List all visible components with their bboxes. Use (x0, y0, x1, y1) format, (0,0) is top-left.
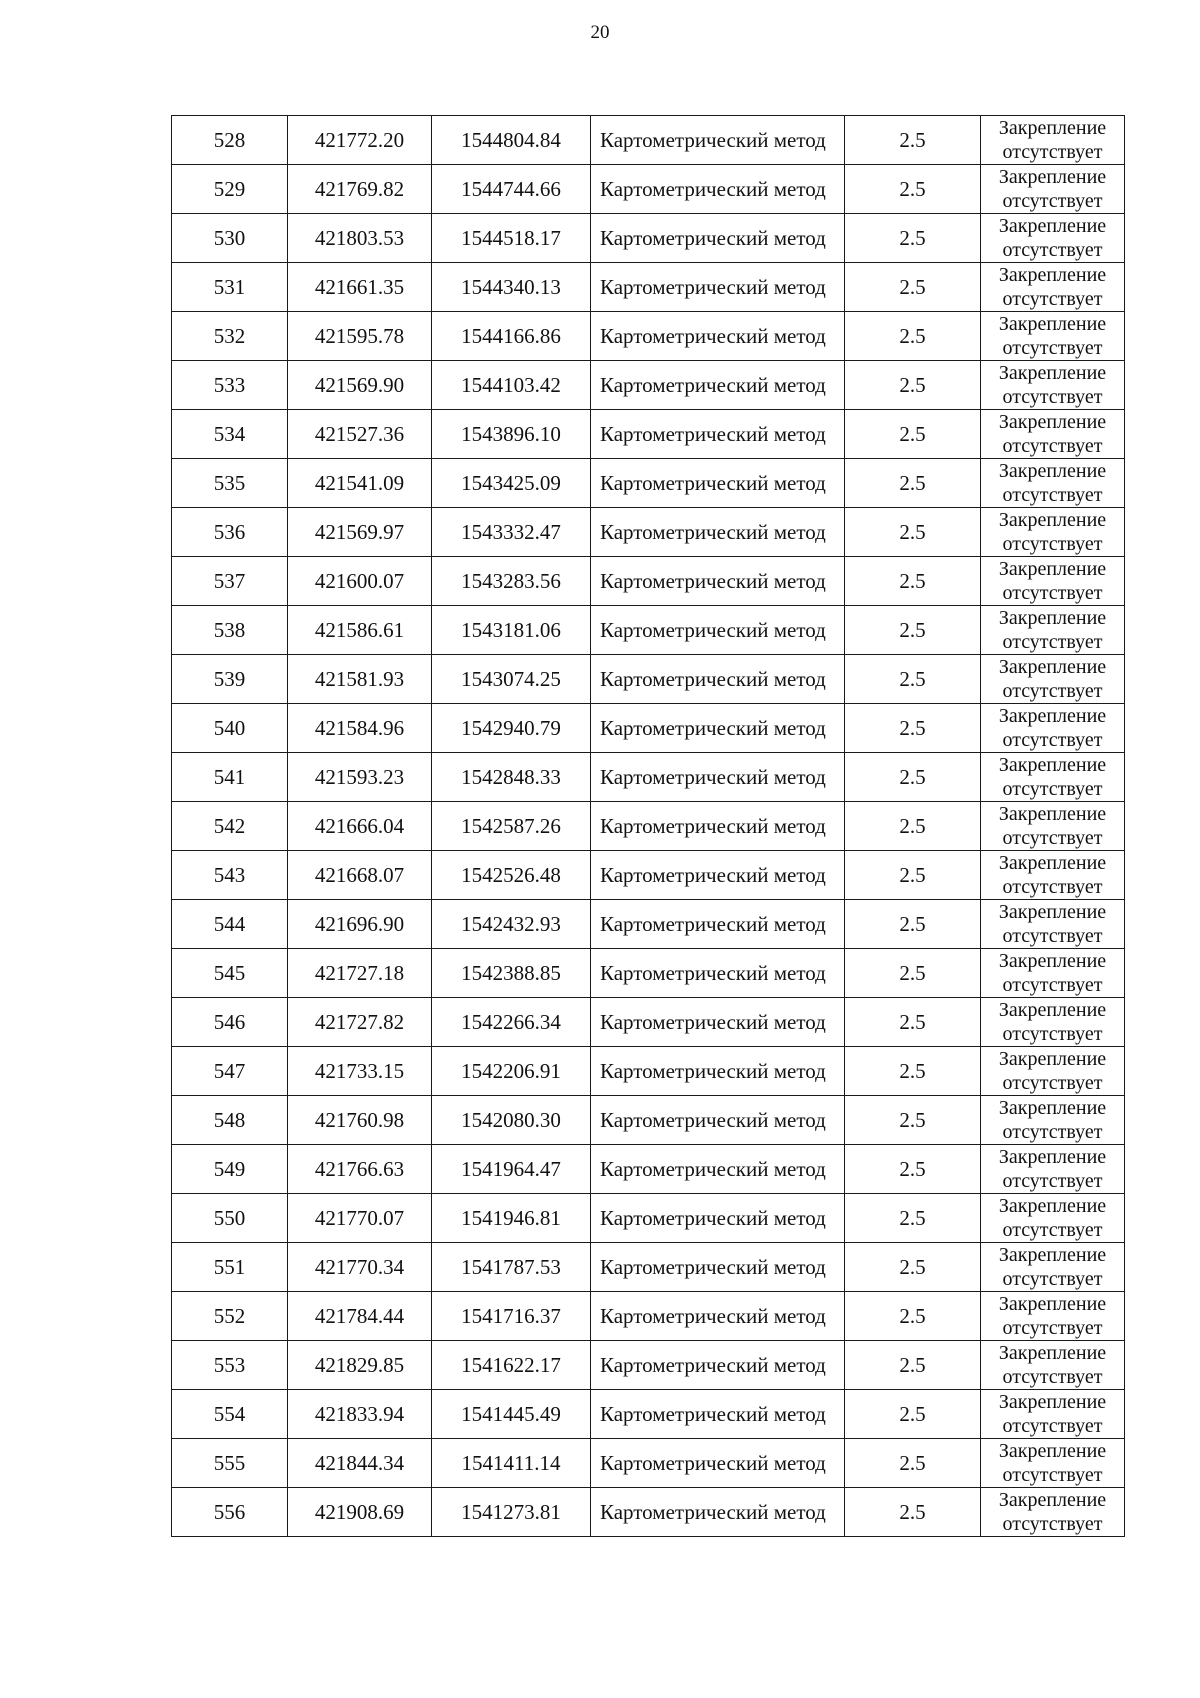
point-number-cell: 552 (172, 1292, 288, 1341)
fixing-line-1: Закрепление (998, 950, 1107, 972)
fixing-cell (981, 459, 1125, 508)
accuracy-cell: 2.5 (845, 1145, 981, 1194)
accuracy-cell: 2.5 (845, 1194, 981, 1243)
fixing-cell (981, 1341, 1125, 1390)
fixing-line-2: отсутствует (1002, 1317, 1103, 1339)
method-cell: Картометрический метод (591, 1243, 845, 1292)
fixing-line-1: Закрепление (998, 754, 1107, 776)
accuracy-cell: 2.5 (845, 361, 981, 410)
accuracy-cell: 2.5 (845, 655, 981, 704)
fixing-cell (981, 1047, 1125, 1096)
coordinate-y-cell: 1543425.09 (432, 459, 591, 508)
fixing-line-2: отсутствует (1002, 484, 1103, 506)
fixing-line-2: отсутствует (1002, 141, 1103, 163)
fixing-cell (981, 1096, 1125, 1145)
method-cell: Картометрический метод (591, 998, 845, 1047)
coordinate-x-cell: 421668.07 (288, 851, 432, 900)
point-number-cell: 551 (172, 1243, 288, 1292)
coordinate-y-cell: 1541411.14 (432, 1439, 591, 1488)
fixing-cell (981, 655, 1125, 704)
fixing-line-1: Закрепление (998, 215, 1107, 237)
coordinate-x-cell: 421733.15 (288, 1047, 432, 1096)
coordinate-x-cell: 421586.61 (288, 606, 432, 655)
table-row (172, 900, 1125, 949)
method-cell: Картометрический метод (591, 410, 845, 459)
coordinate-y-cell: 1543332.47 (432, 508, 591, 557)
fixing-line-1: Закрепление (998, 705, 1107, 727)
fixing-line-1: Закрепление (998, 411, 1107, 433)
fixing-line-2: отсутствует (1002, 1366, 1103, 1388)
fixing-line-2: отсутствует (1002, 1121, 1103, 1143)
coordinate-x-cell: 421581.93 (288, 655, 432, 704)
fixing-line-2: отсутствует (1002, 974, 1103, 996)
method-cell: Картометрический метод (591, 508, 845, 557)
coordinate-y-cell: 1542587.26 (432, 802, 591, 851)
point-number-cell: 548 (172, 1096, 288, 1145)
coordinate-x-cell: 421760.98 (288, 1096, 432, 1145)
coordinate-y-cell: 1542080.30 (432, 1096, 591, 1145)
fixing-line-1: Закрепление (998, 460, 1107, 482)
fixing-line-2: отсутствует (1002, 876, 1103, 898)
fixing-cell (981, 1145, 1125, 1194)
coordinate-x-cell: 421829.85 (288, 1341, 432, 1390)
fixing-line-2: отсутствует (1002, 386, 1103, 408)
accuracy-cell: 2.5 (845, 312, 981, 361)
point-number-cell: 536 (172, 508, 288, 557)
fixing-line-1: Закрепление (998, 166, 1107, 188)
coordinate-x-cell: 421727.82 (288, 998, 432, 1047)
fixing-line-2: отсутствует (1002, 190, 1103, 212)
coordinate-x-cell: 421833.94 (288, 1390, 432, 1439)
fixing-line-2: отсутствует (1002, 925, 1103, 947)
point-number-cell: 543 (172, 851, 288, 900)
coordinate-y-cell: 1544518.17 (432, 214, 591, 263)
coordinate-x-cell: 421541.09 (288, 459, 432, 508)
fixing-cell (981, 900, 1125, 949)
coordinate-y-cell: 1542388.85 (432, 949, 591, 998)
method-cell: Картометрический метод (591, 1096, 845, 1145)
coordinate-y-cell: 1541964.47 (432, 1145, 591, 1194)
coordinate-y-cell: 1542266.34 (432, 998, 591, 1047)
fixing-line-1: Закрепление (998, 1097, 1107, 1119)
method-cell: Картометрический метод (591, 802, 845, 851)
table-row (172, 606, 1125, 655)
point-number-cell: 547 (172, 1047, 288, 1096)
accuracy-cell: 2.5 (845, 802, 981, 851)
method-cell: Картометрический метод (591, 116, 845, 165)
method-cell: Картометрический метод (591, 361, 845, 410)
coordinate-y-cell: 1541273.81 (432, 1488, 591, 1537)
fixing-line-2: отсутствует (1002, 778, 1103, 800)
fixing-cell (981, 116, 1125, 165)
method-cell: Картометрический метод (591, 263, 845, 312)
method-cell: Картометрический метод (591, 851, 845, 900)
table-row (172, 312, 1125, 361)
fixing-line-2: отсутствует (1002, 435, 1103, 457)
fixing-cell (981, 851, 1125, 900)
point-number-cell: 555 (172, 1439, 288, 1488)
table-row (172, 1292, 1125, 1341)
method-cell: Картометрический метод (591, 459, 845, 508)
fixing-line-2: отсутствует (1002, 1268, 1103, 1290)
fixing-cell (981, 1292, 1125, 1341)
coordinate-x-cell: 421527.36 (288, 410, 432, 459)
accuracy-cell: 2.5 (845, 459, 981, 508)
method-cell: Картометрический метод (591, 214, 845, 263)
coordinate-y-cell: 1544804.84 (432, 116, 591, 165)
page-number: 20 (590, 22, 610, 43)
method-cell: Картометрический метод (591, 1194, 845, 1243)
method-cell: Картометрический метод (591, 1047, 845, 1096)
table-row (172, 214, 1125, 263)
table-row (172, 1145, 1125, 1194)
fixing-line-1: Закрепление (998, 852, 1107, 874)
fixing-line-2: отсутствует (1002, 582, 1103, 604)
method-cell: Картометрический метод (591, 1488, 845, 1537)
fixing-line-1: Закрепление (998, 1146, 1107, 1168)
accuracy-cell: 2.5 (845, 1488, 981, 1537)
table-row (172, 655, 1125, 704)
accuracy-cell: 2.5 (845, 116, 981, 165)
table-row (172, 851, 1125, 900)
accuracy-cell: 2.5 (845, 1292, 981, 1341)
coordinate-y-cell: 1541622.17 (432, 1341, 591, 1390)
coordinate-x-cell: 421766.63 (288, 1145, 432, 1194)
coordinate-x-cell: 421772.20 (288, 116, 432, 165)
fixing-cell (981, 312, 1125, 361)
method-cell: Картометрический метод (591, 1439, 845, 1488)
point-number-cell: 531 (172, 263, 288, 312)
fixing-line-1: Закрепление (998, 1293, 1107, 1315)
method-cell: Картометрический метод (591, 312, 845, 361)
accuracy-cell: 2.5 (845, 557, 981, 606)
fixing-cell (981, 1390, 1125, 1439)
fixing-line-2: отсутствует (1002, 533, 1103, 555)
accuracy-cell: 2.5 (845, 214, 981, 263)
method-cell: Картометрический метод (591, 753, 845, 802)
fixing-line-1: Закрепление (998, 362, 1107, 384)
point-number-cell: 553 (172, 1341, 288, 1390)
point-number-cell: 546 (172, 998, 288, 1047)
coordinate-x-cell: 421784.44 (288, 1292, 432, 1341)
coordinate-x-cell: 421770.07 (288, 1194, 432, 1243)
coordinate-x-cell: 421569.90 (288, 361, 432, 410)
fixing-cell (981, 1488, 1125, 1537)
fixing-line-1: Закрепление (998, 1440, 1107, 1462)
point-number-cell: 537 (172, 557, 288, 606)
coordinate-y-cell: 1544166.86 (432, 312, 591, 361)
method-cell: Картометрический метод (591, 949, 845, 998)
method-cell: Картометрический метод (591, 1145, 845, 1194)
fixing-line-2: отсутствует (1002, 337, 1103, 359)
coordinate-y-cell: 1542848.33 (432, 753, 591, 802)
accuracy-cell: 2.5 (845, 851, 981, 900)
table-row (172, 704, 1125, 753)
fixing-line-2: отсутствует (1002, 1415, 1103, 1437)
coordinate-x-cell: 421600.07 (288, 557, 432, 606)
table-row (172, 1439, 1125, 1488)
fixing-line-1: Закрепление (998, 1244, 1107, 1266)
coordinate-x-cell: 421666.04 (288, 802, 432, 851)
fixing-line-1: Закрепление (998, 1489, 1107, 1511)
accuracy-cell: 2.5 (845, 1243, 981, 1292)
fixing-cell (981, 214, 1125, 263)
coordinates-table-body (172, 116, 1125, 1537)
coordinate-y-cell: 1542206.91 (432, 1047, 591, 1096)
fixing-line-1: Закрепление (998, 509, 1107, 531)
table-row (172, 165, 1125, 214)
fixing-cell (981, 165, 1125, 214)
table-row (172, 753, 1125, 802)
coordinate-x-cell: 421908.69 (288, 1488, 432, 1537)
coordinate-y-cell: 1542526.48 (432, 851, 591, 900)
point-number-cell: 530 (172, 214, 288, 263)
method-cell: Картометрический метод (591, 655, 845, 704)
fixing-line-1: Закрепление (998, 901, 1107, 923)
fixing-line-1: Закрепление (998, 803, 1107, 825)
table-row (172, 459, 1125, 508)
table-row (172, 1341, 1125, 1390)
fixing-line-2: отсутствует (1002, 239, 1103, 261)
fixing-cell (981, 998, 1125, 1047)
fixing-cell (981, 263, 1125, 312)
method-cell: Картометрический метод (591, 1390, 845, 1439)
coordinate-x-cell: 421584.96 (288, 704, 432, 753)
point-number-cell: 534 (172, 410, 288, 459)
fixing-cell (981, 949, 1125, 998)
point-number-cell: 532 (172, 312, 288, 361)
fixing-cell (981, 1243, 1125, 1292)
coordinate-x-cell: 421593.23 (288, 753, 432, 802)
fixing-line-2: отсутствует (1002, 1464, 1103, 1486)
coordinate-y-cell: 1541787.53 (432, 1243, 591, 1292)
coordinate-x-cell: 421569.97 (288, 508, 432, 557)
fixing-line-2: отсутствует (1002, 1513, 1103, 1535)
accuracy-cell: 2.5 (845, 606, 981, 655)
fixing-line-2: отсутствует (1002, 631, 1103, 653)
coordinate-y-cell: 1541445.49 (432, 1390, 591, 1439)
fixing-line-2: отсутствует (1002, 729, 1103, 751)
table-row (172, 1096, 1125, 1145)
coordinate-x-cell: 421844.34 (288, 1439, 432, 1488)
table-row (172, 361, 1125, 410)
fixing-line-1: Закрепление (998, 1342, 1107, 1364)
accuracy-cell: 2.5 (845, 753, 981, 802)
coordinate-x-cell: 421770.34 (288, 1243, 432, 1292)
fixing-line-1: Закрепление (998, 999, 1107, 1021)
fixing-line-1: Закрепление (998, 656, 1107, 678)
method-cell: Картометрический метод (591, 165, 845, 214)
accuracy-cell: 2.5 (845, 900, 981, 949)
fixing-line-1: Закрепление (998, 1391, 1107, 1413)
table-row (172, 802, 1125, 851)
coordinate-x-cell: 421661.35 (288, 263, 432, 312)
table-row (172, 508, 1125, 557)
point-number-cell: 539 (172, 655, 288, 704)
coordinate-y-cell: 1541716.37 (432, 1292, 591, 1341)
method-cell: Картометрический метод (591, 1292, 845, 1341)
method-cell: Картометрический метод (591, 606, 845, 655)
coordinate-y-cell: 1544744.66 (432, 165, 591, 214)
method-cell: Картометрический метод (591, 704, 845, 753)
coordinate-y-cell: 1544103.42 (432, 361, 591, 410)
fixing-line-2: отсутствует (1002, 1170, 1103, 1192)
coordinate-y-cell: 1543181.06 (432, 606, 591, 655)
method-cell: Картометрический метод (591, 1341, 845, 1390)
fixing-cell (981, 557, 1125, 606)
point-number-cell: 544 (172, 900, 288, 949)
table-row (172, 263, 1125, 312)
table-row (172, 557, 1125, 606)
fixing-line-2: отсутствует (1002, 1219, 1103, 1241)
accuracy-cell: 2.5 (845, 1341, 981, 1390)
fixing-line-1: Закрепление (998, 1048, 1107, 1070)
accuracy-cell: 2.5 (845, 165, 981, 214)
fixing-line-2: отсутствует (1002, 680, 1103, 702)
fixing-line-2: отсутствует (1002, 1023, 1103, 1045)
table-row (172, 1047, 1125, 1096)
table-row (172, 116, 1125, 165)
coordinate-y-cell: 1544340.13 (432, 263, 591, 312)
point-number-cell: 533 (172, 361, 288, 410)
fixing-cell (981, 704, 1125, 753)
fixing-line-1: Закрепление (998, 558, 1107, 580)
fixing-line-1: Закрепление (998, 1195, 1107, 1217)
fixing-cell (981, 753, 1125, 802)
coordinate-x-cell: 421727.18 (288, 949, 432, 998)
table-row (172, 410, 1125, 459)
fixing-line-1: Закрепление (998, 313, 1107, 335)
point-number-cell: 549 (172, 1145, 288, 1194)
accuracy-cell: 2.5 (845, 1096, 981, 1145)
point-number-cell: 556 (172, 1488, 288, 1537)
fixing-cell (981, 606, 1125, 655)
fixing-line-1: Закрепление (998, 607, 1107, 629)
coordinate-y-cell: 1543896.10 (432, 410, 591, 459)
fixing-line-2: отсутствует (1002, 1072, 1103, 1094)
coordinate-y-cell: 1541946.81 (432, 1194, 591, 1243)
method-cell: Картометрический метод (591, 557, 845, 606)
accuracy-cell: 2.5 (845, 508, 981, 557)
fixing-line-2: отсутствует (1002, 288, 1103, 310)
fixing-cell (981, 361, 1125, 410)
fixing-line-1: Закрепление (998, 117, 1107, 139)
accuracy-cell: 2.5 (845, 998, 981, 1047)
coordinates-table (171, 115, 1125, 1537)
fixing-line-2: отсутствует (1002, 827, 1103, 849)
accuracy-cell: 2.5 (845, 263, 981, 312)
fixing-cell (981, 802, 1125, 851)
coordinate-y-cell: 1543074.25 (432, 655, 591, 704)
point-number-cell: 540 (172, 704, 288, 753)
accuracy-cell: 2.5 (845, 949, 981, 998)
method-cell: Картометрический метод (591, 900, 845, 949)
point-number-cell: 550 (172, 1194, 288, 1243)
fixing-cell (981, 410, 1125, 459)
accuracy-cell: 2.5 (845, 1047, 981, 1096)
fixing-line-1: Закрепление (998, 264, 1107, 286)
accuracy-cell: 2.5 (845, 704, 981, 753)
point-number-cell: 542 (172, 802, 288, 851)
coordinate-x-cell: 421696.90 (288, 900, 432, 949)
table-row (172, 1488, 1125, 1537)
table-row (172, 1194, 1125, 1243)
table-row (172, 1243, 1125, 1292)
table-row (172, 998, 1125, 1047)
point-number-cell: 554 (172, 1390, 288, 1439)
table-row (172, 949, 1125, 998)
fixing-cell (981, 1194, 1125, 1243)
point-number-cell: 529 (172, 165, 288, 214)
point-number-cell: 528 (172, 116, 288, 165)
accuracy-cell: 2.5 (845, 1390, 981, 1439)
fixing-cell (981, 1439, 1125, 1488)
fixing-cell (981, 508, 1125, 557)
point-number-cell: 535 (172, 459, 288, 508)
table-row (172, 1390, 1125, 1439)
accuracy-cell: 2.5 (845, 410, 981, 459)
coordinate-y-cell: 1543283.56 (432, 557, 591, 606)
coordinate-x-cell: 421595.78 (288, 312, 432, 361)
coordinate-y-cell: 1542940.79 (432, 704, 591, 753)
coordinate-x-cell: 421803.53 (288, 214, 432, 263)
point-number-cell: 541 (172, 753, 288, 802)
point-number-cell: 545 (172, 949, 288, 998)
accuracy-cell: 2.5 (845, 1439, 981, 1488)
coordinate-y-cell: 1542432.93 (432, 900, 591, 949)
coordinate-x-cell: 421769.82 (288, 165, 432, 214)
point-number-cell: 538 (172, 606, 288, 655)
